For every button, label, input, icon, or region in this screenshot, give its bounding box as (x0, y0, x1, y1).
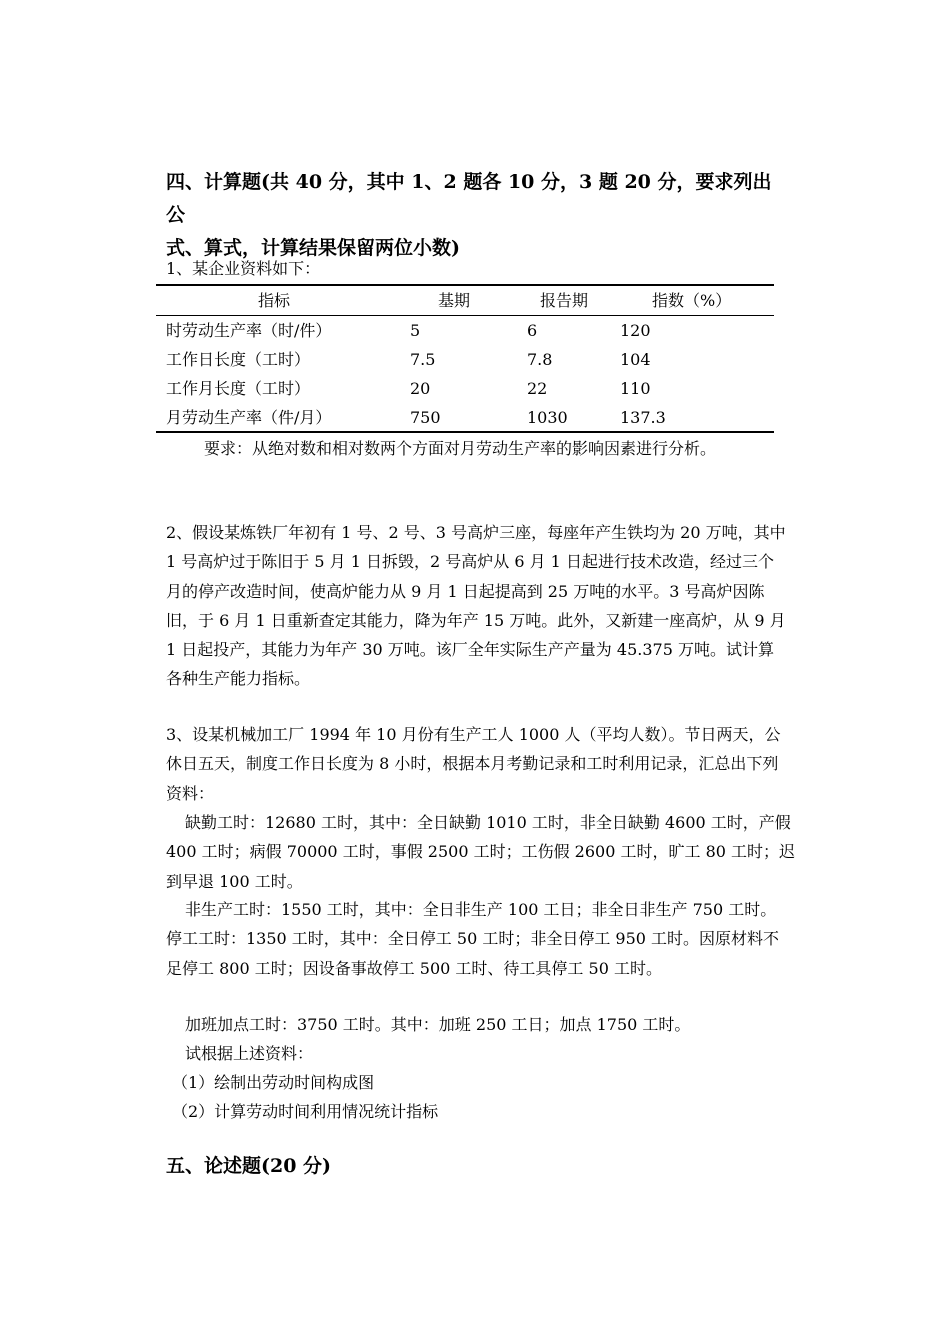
row1-report: 6 (527, 321, 538, 340)
row3-indicator: 工作月长度（工时） (166, 379, 311, 398)
row4-base: 750 (410, 408, 441, 427)
table-header-base: 基期 (438, 291, 471, 310)
row2-base: 7.5 (410, 350, 436, 369)
q3-intro: 3、设某机械加工厂 1994 年 10 月份有生产工人 1000 人（平均人数）。节日两天，公休日五天，制度工作日长度为 8 小时，根据本月考勤记录和工时利用记录，汇总出下列资料： (166, 725, 781, 803)
table-bottom-rule (156, 431, 774, 433)
row4-report: 1030 (527, 408, 568, 427)
q3-task1: （1）绘制出劳动时间构成图 (172, 1073, 375, 1092)
row3-report: 22 (527, 379, 548, 398)
row4-index: 137.3 (620, 408, 666, 427)
row1-index: 120 (620, 321, 651, 340)
q1-intro: 1、某企业资料如下： (166, 259, 321, 278)
row3-index: 110 (620, 379, 651, 398)
q2-text: 2、假设某炼铁厂年初有 1 号、2 号、3 号高炉三座，每座年产生铁均为 20 万吨，其中 1 号高炉过于陈旧于 5 月 1 日拆毁，2 号高炉从 6 月 1 日起进行技术改造，经过三个月的停产改造时间，使高炉能力从 9 月 1 日起提高到 25 万吨的水平。3 号高炉因陈旧，于 6 月 1 日重新查定其能力，降为年产 15 万吨。此外，又新建一座高炉，从 9 月 1 日起投产，其能力为年产 30 万吨。该厂全年实际生产产量为 45.375 万吨。试计算各种生产能力指标。 (166, 523, 786, 689)
table-header-indicator: 指标 (258, 291, 291, 310)
section4-heading (166, 166, 786, 265)
row2-indicator: 工作日长度（工时） (166, 350, 311, 369)
row2-index: 104 (620, 350, 651, 369)
section4-heading-line2: 式、算式，计算结果保留两位小数) (166, 237, 460, 259)
section4-heading-line1: 四、计算题(共 40 分，其中 1、2 题各 10 分，3 题 20 分，要求列出公 (166, 171, 772, 226)
row1-indicator: 时劳动生产率（时/件） (166, 321, 332, 340)
row4-indicator: 月劳动生产率（件/月） (166, 408, 332, 427)
q1-requirement: 要求：从绝对数和相对数两个方面对月劳动生产率的影响因素进行分析。 (204, 439, 717, 458)
table-header-report: 报告期 (540, 291, 589, 310)
q3-task2: （2）计算劳动时间利用情况统计指标 (172, 1102, 439, 1121)
row2-report: 7.8 (527, 350, 553, 369)
q3-overtime: 加班加点工时：3750 工时。其中：加班 250 工日；加点 1750 工时。 (185, 1015, 691, 1034)
table-header-index: 指数（%） (652, 291, 732, 310)
q3-instruction: 试根据上述资料： (185, 1044, 314, 1063)
q3-absence: 缺勤工时：12680 工时，其中：全日缺勤 1010 工时，非全日缺勤 4600 工时，产假 400 工时；病假 70000 工时，事假 2500 工时；工伤假 2600 工时，旷工 80 工时；迟到早退 100 工时。 (166, 813, 796, 891)
section5-heading: 五、论述题(20 分) (166, 1155, 332, 1177)
row1-base: 5 (410, 321, 421, 340)
row3-base: 20 (410, 379, 431, 398)
q3-nonproductive: 非生产工时：1550 工时，其中：全日非生产 100 工日；非全日非生产 750 工时。停工工时：1350 工时，其中：全日停工 50 工时；非全日停工 950 工时。因原材料不足停工 800 工时；因设备事故停工 500 工时、待工具停工 50 工时。 (166, 900, 780, 978)
